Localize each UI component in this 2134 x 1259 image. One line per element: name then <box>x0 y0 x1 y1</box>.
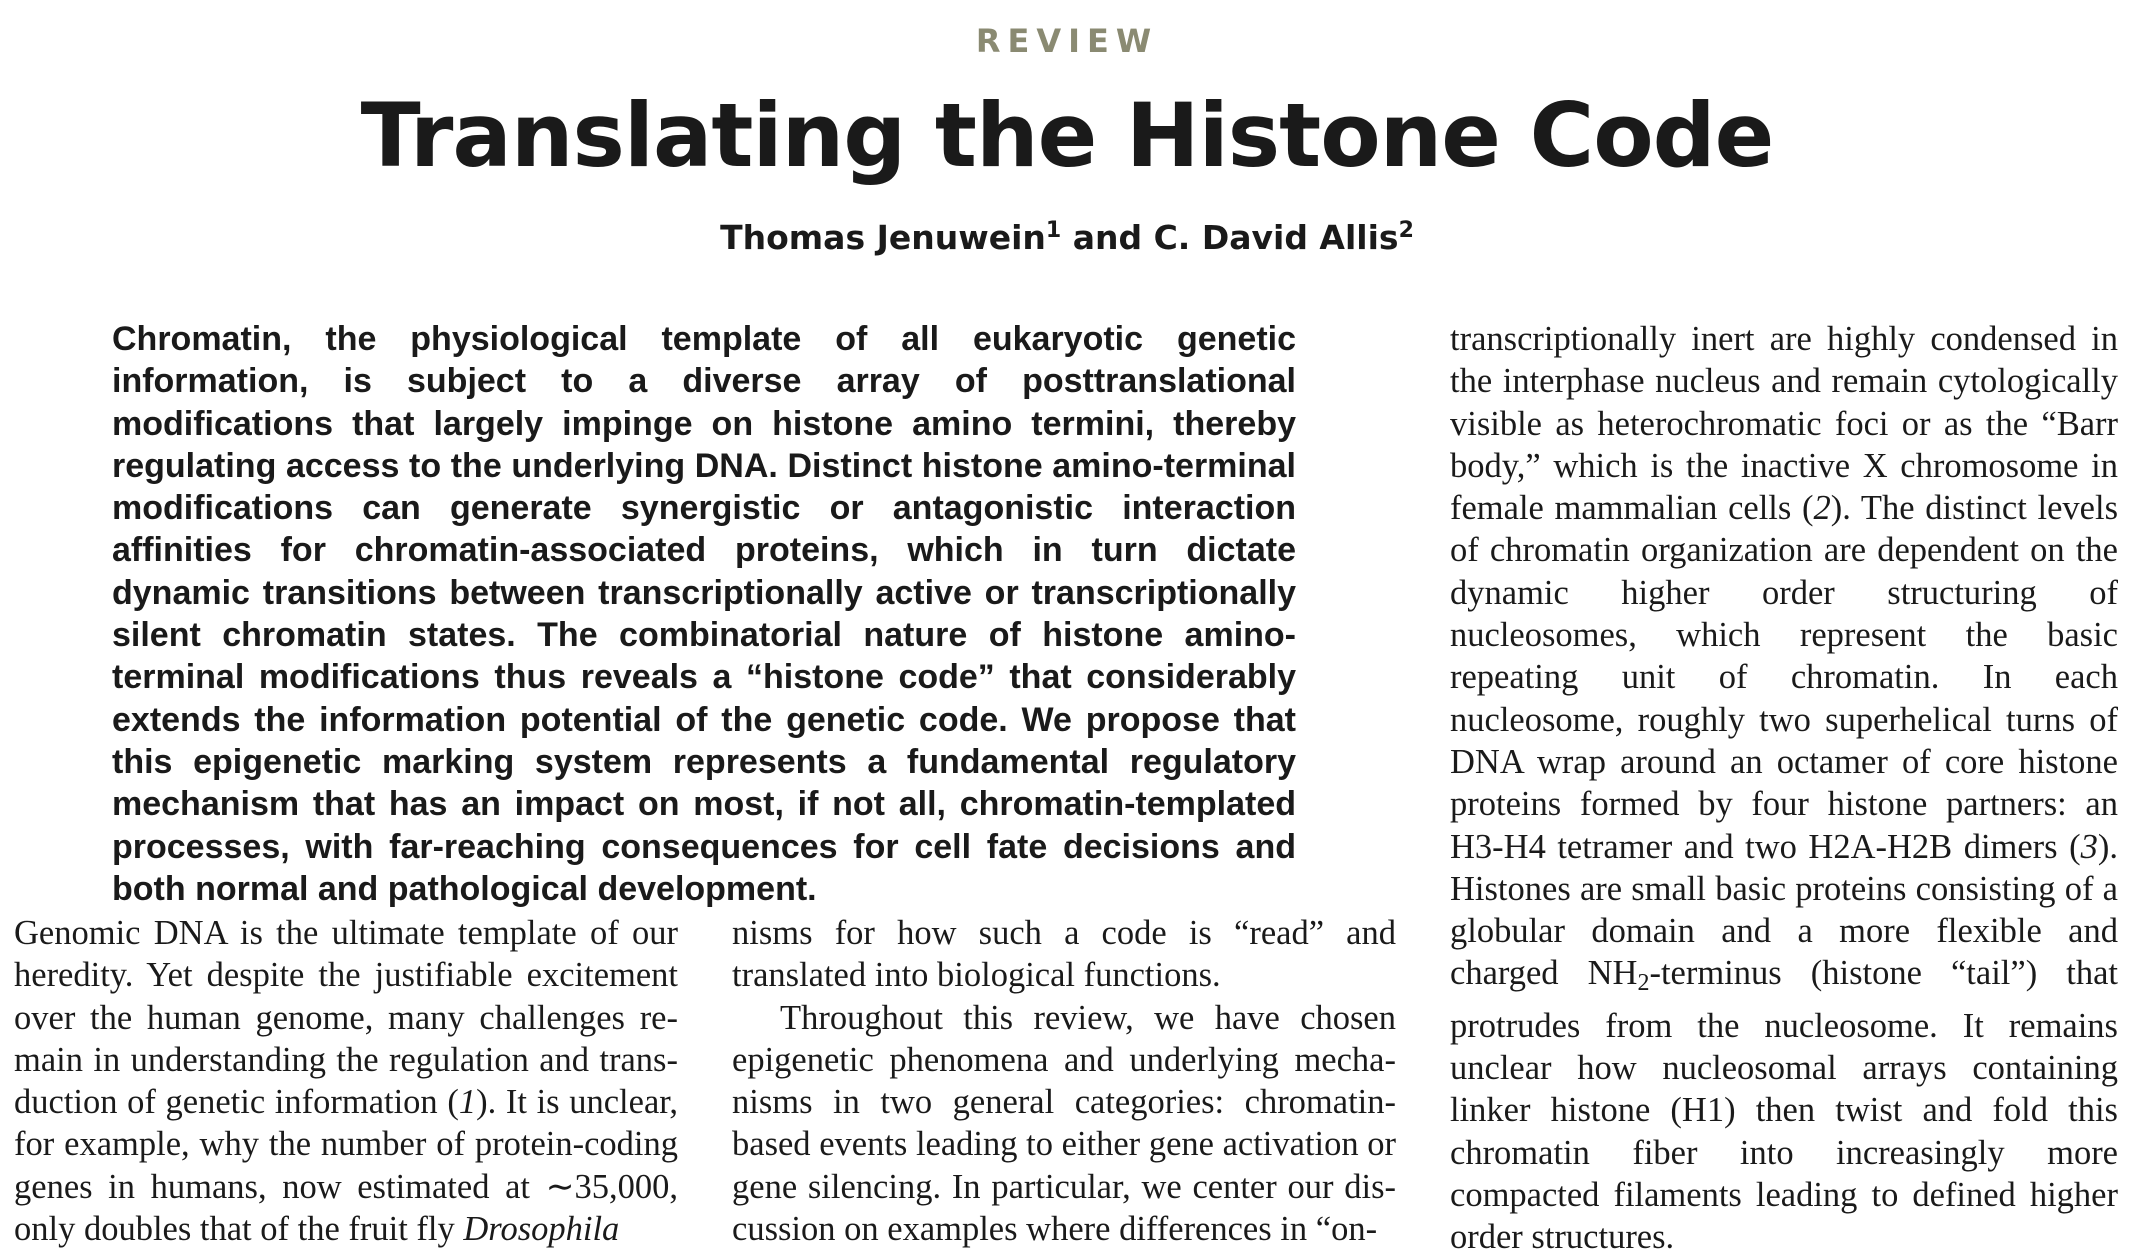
body-paragraph: Throughout this review, we have chosen epigenetic phenomena and underlying mechanisms in two general categories: chromatin-based events leading to either gene activation or gene silencing. In particular, we center our discussion on examples where differences in “on- <box>732 998 1396 1249</box>
citation-link[interactable]: 3 <box>2080 827 2098 866</box>
body-text: ). The distinct levels of chromatin organization are dependent on the dynamic higher order structuring of nucleosomes, which represent the basic repeating unit of chromatin. In each nucleosome, roughly two superhelical turns of DNA wrap around an octamer of core histone proteins formed by four histone partners: an H3-H4 tetramer and two H2A-H2B dimers ( <box>1450 489 2118 866</box>
affiliation-marker: 1 <box>1045 218 1062 243</box>
subscript: 2 <box>1637 970 1650 997</box>
citation-link[interactable]: 2 <box>1813 489 1831 528</box>
body-paragraph <box>1450 318 2118 1259</box>
body-text: ). It is unclear, for example, why the number of protein-coding genes in humans, now estimated at ∼35,000, only doubles that of the fruit fly <box>14 1083 678 1249</box>
body-column-1 <box>14 912 678 1250</box>
author-conjunction: and <box>1061 218 1154 257</box>
author-line <box>0 218 2134 257</box>
abstract: Chromatin, the physiological template of all eukaryotic genetic information, is subject to a diverse array of posttranslational modifications that largely impinge on histone amino termini, thereby regulating access to the underlying DNA. Distinct histone amino-terminal modifications can generate synergistic or antagonistic interaction affinities for chromatin-associated proteins, which in turn dictate dynamic transitions between transcriptionally active or transcriptionally silent chromatin states. The combinatorial nature of histone amino-terminal modifications thus reveals a “histone code” that considerably extends the information potential of the genetic code. We propose that this epigenetic marking system represents a fundamental regulatory mechanism that has an impact on most, if not all, chromatin-templated processes, with far-reaching consequences for cell fate decisions and both normal and pathological development. <box>112 320 1296 908</box>
body-text: ). Histones are small basic proteins consisting of a globular domain and a more flexible and charged NH <box>1450 827 2118 993</box>
article-title: Translating the Histone Code <box>360 84 1774 187</box>
body-column-3 <box>1450 318 2118 1259</box>
body-text: transcriptionally inert are highly condensed in the interphase nucleus and remain cytologically visible as heterochromatic foci or as the “Barr body,” which is the inactive X chromosome in female mammalian cells ( <box>1450 320 2118 528</box>
body-column-2 <box>732 912 1396 1250</box>
body-text: -terminus (histone “tail”) that protrudes from the nucleosome. It remains unclear how nucleosomal arrays containing linker histone (H1) then twist and fold this chromatin fiber into increasingly more compacted filaments leading to defined higher order structures. <box>1450 954 2118 1257</box>
body-text: Genomic DNA is the ultimate template of our heredity. Yet despite the justifiable excitement over the human genome, many challenges remain in understanding the regulation and transduction of genetic information ( <box>14 914 678 1122</box>
author-name[interactable]: C. David Allis <box>1153 218 1399 257</box>
author-name[interactable]: Thomas Jenuwein <box>720 218 1046 257</box>
species-name: Drosophila <box>463 1210 620 1249</box>
affiliation-marker: 2 <box>1398 218 1414 243</box>
body-paragraph: nisms for how such a code is “read” and translated into biological functions. <box>732 914 1396 995</box>
body-paragraph <box>14 912 678 1250</box>
section-kicker: REVIEW <box>975 22 1159 60</box>
citation-link[interactable]: 1 <box>458 1083 477 1122</box>
